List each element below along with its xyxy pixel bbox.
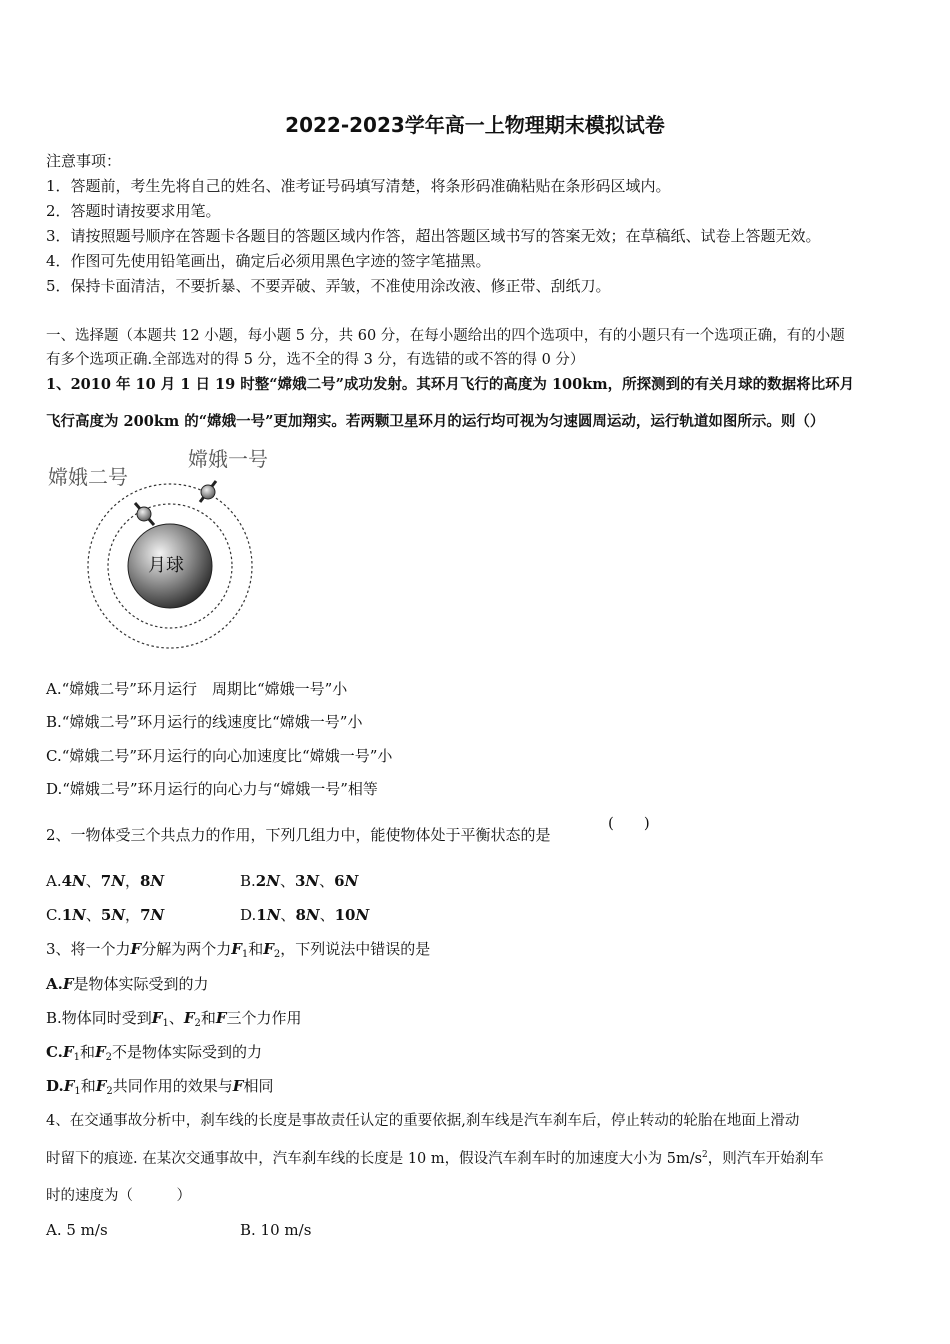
q3-stem-post: ，下列说法中错误的是: [280, 940, 431, 958]
q2-d-v1: 1: [256, 906, 267, 924]
q3-d-text: 共同作用的效果与: [112, 1077, 233, 1095]
q1-option-c: C.“嫦娥二号”环月运行的向心加速度比“嫦娥一号”小: [46, 747, 393, 765]
q2-d-v3: 10: [334, 906, 356, 924]
q3-b-prefix: B.物体同时受到: [46, 1009, 152, 1027]
q2-d-unit3: N: [355, 906, 370, 924]
notice-heading: 注意事项：: [46, 152, 122, 170]
q3-option-a: [46, 974, 209, 994]
q3-d-and: 和: [80, 1077, 96, 1095]
q2-stem-text: 2、一物体受三个共点力的作用，下列几组力中，能使物体处于平衡状态的是: [46, 826, 551, 844]
q3-F: F: [130, 940, 142, 958]
q3-c-and: 和: [79, 1043, 95, 1061]
label-chang-e2: 嫦娥二号: [48, 465, 128, 489]
q2-b-prefix: B.: [240, 872, 256, 890]
q4-line2-pre: 时留下的痕迹. 在某次交通事故中，汽车刹车线的长度是 10 m，假设汽车刹车时的加速度大小为 5m/s: [46, 1151, 703, 1167]
q2-option-a: A.4N、7N，8N: [46, 872, 165, 890]
notice-item-1: 1．答题前，考生先将自己的姓名、准考证号码填写清楚，将条形码准确粘贴在条形码区域内。: [46, 177, 671, 195]
q1-option-a: A.“嫦娥二号”环月运行 周期比“嫦娥一号”小: [46, 680, 348, 698]
q3-b-F1: F: [151, 1009, 163, 1027]
q3-a-text: 是物体实际受到的力: [73, 975, 209, 993]
q2-a-v1: 4: [61, 872, 73, 890]
q3-F1: F: [231, 940, 242, 958]
q2-c-v2: 5: [100, 906, 112, 924]
label-moon: 月球: [148, 555, 184, 576]
q4-option-a: A. 5 m/s: [46, 1221, 108, 1239]
q4-option-b: B. 10 m/s: [240, 1221, 312, 1239]
q2-c-prefix: C.: [46, 906, 62, 924]
q3-stem: [46, 939, 430, 959]
notice-item-2: 2．答题时请按要求用笔。: [46, 202, 221, 220]
q3-c-sub1: 1: [73, 1052, 80, 1063]
q2-c-v3: 7: [140, 906, 151, 924]
q2-b-v2: 3: [294, 872, 306, 890]
q2-a-unit1: N: [72, 872, 86, 890]
q2-b-unit2: N: [305, 872, 320, 890]
q2-d-unit1: N: [266, 906, 281, 924]
q3-b-text: 三个力作用: [226, 1009, 302, 1027]
q3-d-sub2: 2: [106, 1086, 113, 1097]
q2-a-unit2: N: [111, 872, 125, 890]
q2-b-unit1: N: [266, 872, 280, 890]
q3-c-F2: F: [94, 1043, 106, 1061]
q3-c-sub2: 2: [105, 1052, 112, 1063]
q3-stem-pre: 3、将一个力: [46, 940, 131, 958]
q3-sub1: 1: [241, 949, 249, 960]
q3-F2: F: [263, 940, 274, 958]
q3-d-F2: F: [95, 1077, 107, 1095]
q2-d-prefix: D.: [240, 906, 257, 924]
q1-option-d: D.“嫦娥二号”环月运行的向心力与“嫦娥一号”相等: [46, 780, 378, 798]
q3-stem-mid: 分解为两个力: [141, 940, 232, 958]
q2-d-unit2: N: [305, 906, 320, 924]
q3-sub2: 2: [273, 949, 281, 960]
q2-option-b: B.2N、3N、6N: [240, 872, 359, 890]
satellite-chang-e2: [135, 503, 154, 525]
q2-option-d: D.1N、8N、10N: [240, 906, 370, 924]
section-heading-line2: 有多个选项正确.全部选对的得 5 分，选不全的得 3 分，有选错的或不答的得 0 分）: [46, 352, 585, 368]
q3-b-sep: 、: [168, 1009, 184, 1027]
q3-a-F: F: [62, 975, 74, 993]
q3-d-sub1: 1: [74, 1086, 81, 1097]
q2-a-v2: 7: [100, 872, 112, 890]
q2-a-prefix: A.: [46, 872, 62, 890]
q3-and: 和: [248, 940, 264, 958]
q3-b-F: F: [215, 1009, 227, 1027]
q3-c-prefix: C.: [46, 1043, 63, 1061]
q3-d-F1: F: [63, 1077, 75, 1095]
notice-item-3: 3．请按照题号顺序在答题卡各题目的答题区域内作答，超出答题区域书写的答案无效；在草稿纸、试卷上答题无效。: [46, 227, 821, 245]
q2-b-v3: 6: [334, 872, 345, 890]
q3-a-prefix: A.: [46, 975, 63, 993]
q2-option-c: C.1N、5N，7N: [46, 906, 165, 924]
q3-b-sub2: 2: [194, 1018, 201, 1029]
q2-stem: [46, 825, 551, 845]
q2-a-unit3: N: [150, 872, 165, 890]
notice-item-4: 4．作图可先使用铅笔画出，确定后必须用黑色字迹的签字笔描黑。: [46, 252, 491, 270]
q4-line2-post: ，则汽车开始刹车: [707, 1151, 824, 1167]
q3-option-d: [46, 1076, 273, 1096]
q3-b-sub1: 1: [162, 1018, 169, 1029]
q3-c-F1: F: [62, 1043, 74, 1061]
q2-b-unit3: N: [344, 872, 359, 890]
q2-bracket: ( ): [608, 814, 650, 832]
q4-stem-line1: 4、在交通事故分析中，刹车线的长度是事故责任认定的重要依据,刹车线是汽车刹车后，停止转动的轮胎在地面上滑动: [46, 1113, 800, 1129]
page-title: 2022-2023学年高一上物理期末模拟试卷: [285, 113, 665, 137]
q4-stem-line2: [46, 1149, 824, 1169]
section-heading-line1: 一、选择题（本题共 12 小题，每小题 5 分，共 60 分，在每小题给出的四个选项中，有的小题只有一个选项正确，有的小题: [46, 328, 845, 344]
q3-c-text: 不是物体实际受到的力: [111, 1043, 262, 1061]
satellite-chang-e1: [200, 481, 216, 502]
q3-option-b: [46, 1008, 302, 1028]
q2-b-v1: 2: [255, 872, 267, 890]
q1-stem-line1: 1、2010 年 10 月 1 日 19 时整“嫦娥二号”成功发射。其环月飞行的高度为 100km，所探测到的有关月球的数据将比环月: [46, 376, 855, 393]
q3-d-end: 相同: [243, 1077, 274, 1095]
q2-a-v3: 8: [139, 872, 151, 890]
q3-d-F: F: [232, 1077, 244, 1095]
q2-c-v1: 1: [61, 906, 73, 924]
label-chang-e1: 嫦娥一号: [188, 447, 268, 471]
q2-c-unit2: N: [111, 906, 126, 924]
q2-d-v2: 8: [295, 906, 306, 924]
q3-d-prefix: D.: [46, 1077, 64, 1095]
notice-item-5: 5．保持卡面清洁，不要折暴、不要弄破、弄皱，不准使用涂改液、修正带、刮纸刀。: [46, 277, 611, 295]
q3-b-F2: F: [183, 1009, 195, 1027]
q1-stem-line2: 飞行高度为 200km 的“嫦娥一号”更加翔实。若两颗卫星环月的运行均可视为匀速圆周运动，运行轨道如图所示。则（）: [46, 413, 825, 430]
q2-c-unit1: N: [72, 906, 86, 924]
q4-stem-line3: 时的速度为（ ）: [46, 1188, 191, 1204]
q3-option-c: [46, 1042, 262, 1062]
q3-b-and: 和: [200, 1009, 216, 1027]
q1-option-b: B.“嫦娥二号”环月运行的线速度比“嫦娥一号”小: [46, 713, 363, 731]
q2-c-unit3: N: [150, 906, 165, 924]
q4-line2-sup: 2: [702, 1150, 708, 1160]
